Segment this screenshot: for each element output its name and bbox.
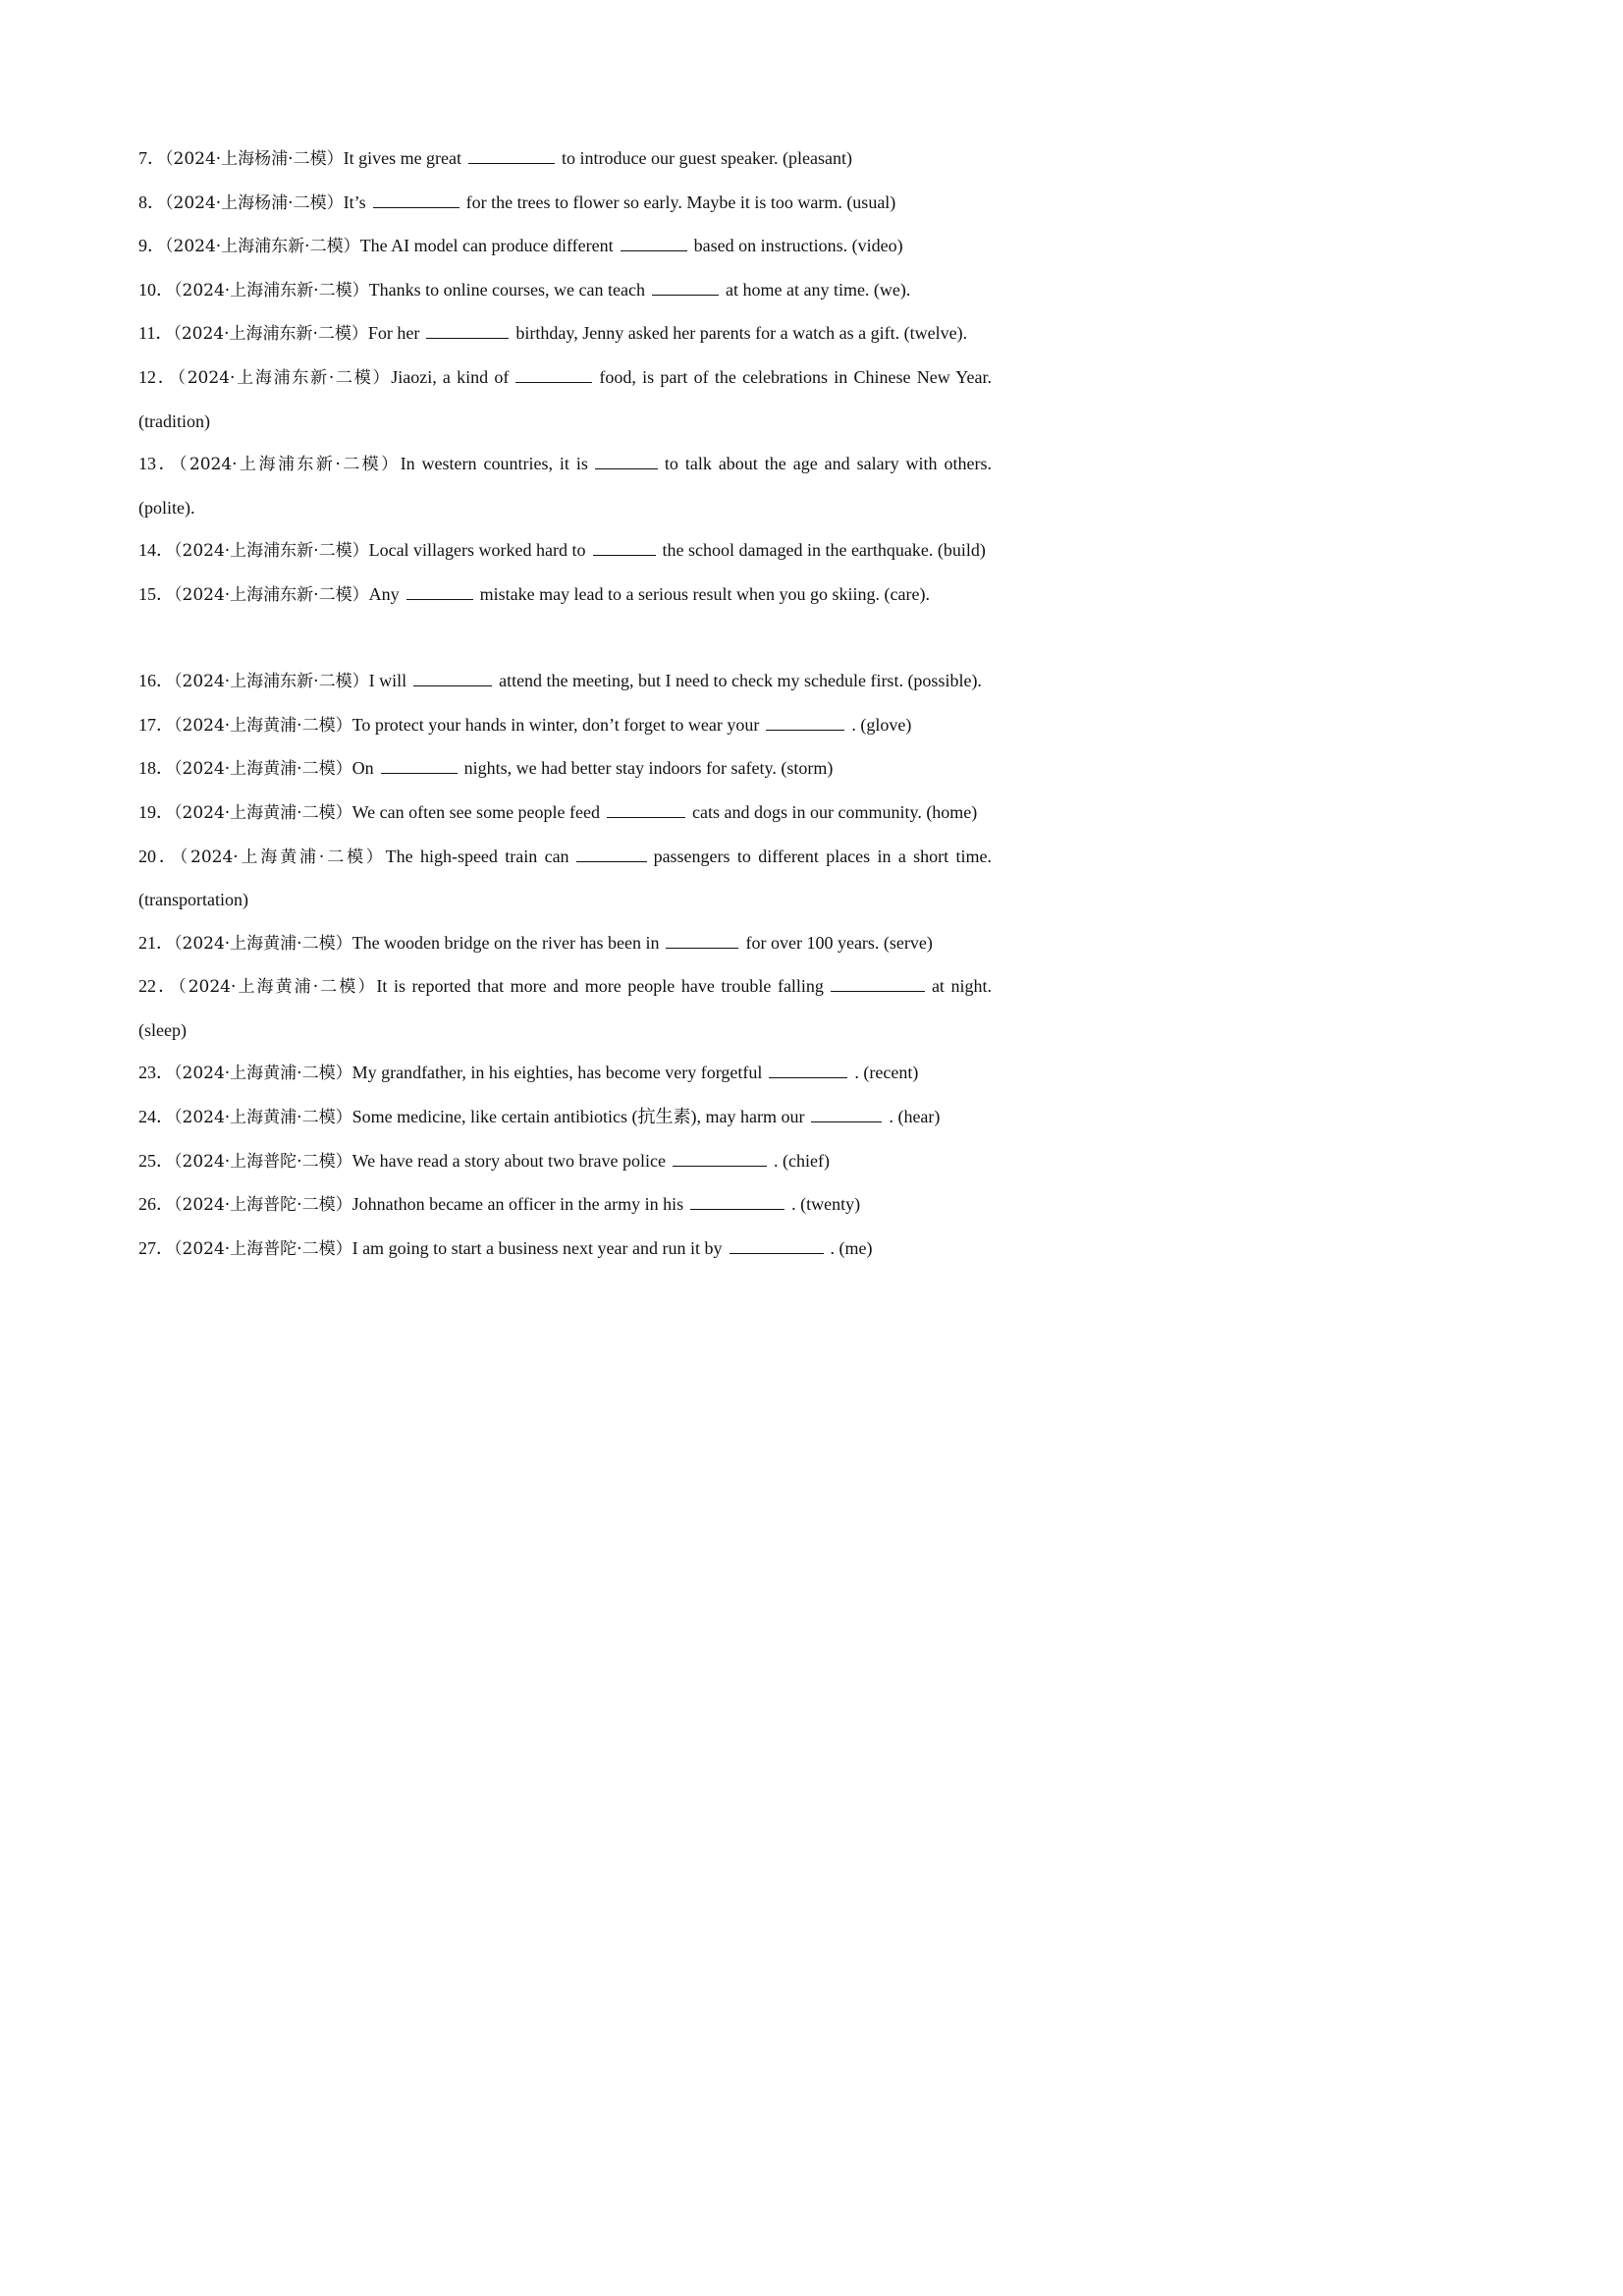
- answer-blank: [730, 1252, 824, 1254]
- question-number: 9．: [138, 236, 165, 256]
- answer-blank: [413, 684, 492, 686]
- question-item: [138, 704, 992, 748]
- answer-blank: [595, 467, 658, 469]
- question-text-before: The AI model can produce different: [359, 236, 614, 256]
- question-text-after: to talk about the age and salary with others. (polite).: [138, 454, 993, 518]
- answer-blank: [652, 294, 719, 296]
- question-text-before: It’s: [343, 191, 366, 212]
- question-number: 21．: [138, 932, 174, 953]
- question-text-after: birthday, Jenny asked her parents for a watch as a gift. (twelve).: [515, 323, 968, 344]
- question-text-after: at night.(sleep): [138, 976, 992, 1040]
- question-text-after: for over 100 years. (serve): [745, 932, 933, 953]
- answer-blank: [406, 598, 473, 600]
- question-item: [138, 965, 992, 1052]
- question-text-before: Any: [368, 583, 400, 604]
- answer-blank: [426, 337, 509, 339]
- question-number: 18．: [138, 758, 174, 779]
- question-source: （2024·上海杨浦·二模）: [165, 192, 344, 213]
- question-source: （2024·上海普陀·二模）: [174, 1238, 352, 1259]
- question-text-after: passengers to different places in a short time. (transportation): [138, 846, 992, 910]
- question-number: 11．: [138, 323, 174, 344]
- question-text-before: Some medicine, like certain antibiotics (抗生素), may harm our: [352, 1107, 805, 1127]
- answer-blank: [468, 162, 555, 164]
- question-item: [138, 312, 992, 356]
- answer-blank: [621, 249, 687, 251]
- question-source: （2024·上海浦东新·二模）: [173, 324, 368, 345]
- question-item: [138, 747, 992, 792]
- answer-blank: [381, 772, 458, 774]
- question-source: （2024·上海普陀·二模）: [174, 1195, 352, 1216]
- question-text-after: mistake may lead to a serious result when you go skiing. (care).: [479, 583, 930, 604]
- question-text-before: In western countries, it is: [400, 454, 588, 474]
- question-number: 22．: [138, 976, 179, 997]
- question-text-after: to introduce our guest speaker. (pleasant): [562, 148, 852, 168]
- question-text-before: Jiaozi, a kind of: [391, 366, 510, 387]
- question-text-after: attend the meeting, but I need to check my schedule first. (possible).: [499, 671, 982, 691]
- question-item: [138, 443, 992, 529]
- question-item: [138, 1140, 992, 1184]
- question-item: [138, 836, 992, 922]
- question-source: （2024·上海黄浦·二模）: [174, 715, 352, 736]
- question-text-before: For her: [367, 323, 420, 344]
- question-number: 12．: [138, 366, 178, 387]
- question-text-before: I am going to start a business next year and run it by: [352, 1237, 723, 1258]
- question-text-before: We have read a story about two brave police: [352, 1150, 666, 1171]
- question-text-after: . (twenty): [791, 1194, 861, 1215]
- question-text-before: The high-speed train can: [385, 846, 569, 866]
- question-text-before: It is reported that more and more people have trouble falling: [376, 976, 824, 997]
- question-source: （2024·上海黄浦·二模）: [174, 1064, 352, 1084]
- document-page: [0, 0, 1100, 1556]
- question-list: [138, 137, 992, 1271]
- question-text-before: I will: [368, 671, 407, 691]
- question-item: [138, 1183, 992, 1228]
- question-text-before: It gives me great: [343, 148, 462, 168]
- answer-blank: [811, 1121, 882, 1122]
- question-text-after: . (hear): [889, 1107, 941, 1127]
- question-number: 27．: [138, 1237, 174, 1258]
- question-item: [138, 529, 992, 574]
- question-item: [138, 269, 992, 313]
- question-number: 8．: [138, 191, 165, 212]
- question-item: [138, 1096, 992, 1140]
- question-text-after: cats and dogs in our community. (home): [692, 801, 978, 822]
- question-source: （2024·上海浦东新·二模）: [178, 455, 401, 475]
- question-source: （2024·上海浦东新·二模）: [165, 237, 360, 257]
- question-number: 15．: [138, 583, 174, 604]
- question-text-after: the school damaged in the earthquake. (build): [662, 540, 986, 561]
- question-source: （2024·上海黄浦·二模）: [174, 759, 352, 780]
- question-text-before: Thanks to online courses, we can teach: [368, 279, 645, 300]
- question-item: [138, 1228, 992, 1272]
- question-number: 20．: [138, 846, 180, 866]
- question-item: [138, 225, 992, 269]
- question-number: 23．: [138, 1063, 174, 1083]
- question-number: 13．: [138, 454, 179, 474]
- question-number: 14．: [138, 540, 174, 561]
- question-number: 16．: [138, 671, 174, 691]
- question-source: （2024·上海黄浦·二模）: [178, 977, 377, 998]
- question-item: [138, 574, 992, 618]
- question-text-before: On: [352, 758, 374, 779]
- question-text-after: . (chief): [774, 1150, 830, 1171]
- question-source: （2024·上海浦东新·二模）: [174, 584, 369, 605]
- question-source: （2024·上海黄浦·二模）: [174, 802, 352, 823]
- question-item: [138, 137, 992, 182]
- answer-blank: [515, 381, 592, 383]
- answer-blank: [769, 1076, 847, 1078]
- question-number: 10．: [138, 279, 174, 300]
- answer-blank: [607, 816, 685, 818]
- question-item: [138, 660, 992, 704]
- question-text-after: for the trees to flower so early. Maybe it is too warm. (usual): [465, 191, 896, 212]
- question-text-before: The wooden bridge on the river has been in: [352, 932, 660, 953]
- question-text-after: . (glove): [851, 714, 912, 735]
- question-source: （2024·上海杨浦·二模）: [165, 149, 344, 169]
- question-number: 25．: [138, 1150, 174, 1171]
- answer-blank: [831, 990, 925, 992]
- question-text-before: To protect your hands in winter, don’t forget to wear your: [352, 714, 760, 735]
- question-item: [138, 356, 992, 443]
- question-text-after: food, is part of the celebrations in Chinese New Year. (tradition): [138, 366, 992, 431]
- question-item: [138, 1052, 992, 1096]
- answer-blank: [673, 1165, 767, 1167]
- answer-blank: [593, 554, 656, 556]
- question-source: （2024·上海黄浦·二模）: [179, 847, 386, 867]
- question-text-before: Johnathon became an officer in the army in his: [352, 1194, 684, 1215]
- question-source: （2024·上海黄浦·二模）: [174, 933, 352, 954]
- answer-blank: [690, 1208, 784, 1210]
- question-text-after: based on instructions. (video): [693, 236, 903, 256]
- question-number: 17．: [138, 714, 174, 735]
- question-text-after: . (me): [830, 1237, 873, 1258]
- question-source: （2024·上海浦东新·二模）: [177, 367, 392, 388]
- answer-blank: [373, 206, 460, 208]
- answer-blank: [766, 729, 844, 731]
- answer-blank: [666, 947, 738, 949]
- question-text-before: My grandfather, in his eighties, has become very forgetful: [352, 1063, 763, 1083]
- question-number: 24．: [138, 1107, 174, 1127]
- question-source: （2024·上海黄浦·二模）: [174, 1108, 352, 1128]
- question-text-before: Local villagers worked hard to: [368, 540, 586, 561]
- answer-blank: [576, 860, 647, 862]
- question-number: 7．: [138, 148, 165, 168]
- question-source: （2024·上海浦东新·二模）: [174, 280, 369, 301]
- question-text-after: . (recent): [854, 1063, 919, 1083]
- question-text-after: nights, we had better stay indoors for safety. (storm): [463, 758, 834, 779]
- question-item: [138, 182, 992, 226]
- question-item: [138, 922, 992, 966]
- question-source: （2024·上海普陀·二模）: [174, 1151, 352, 1172]
- question-source: （2024·上海浦东新·二模）: [174, 672, 369, 692]
- question-text-before: We can often see some people feed: [352, 801, 601, 822]
- question-text-after: at home at any time. (we).: [725, 279, 911, 300]
- question-number: 26．: [138, 1194, 174, 1215]
- question-item: [138, 792, 992, 836]
- question-number: 19．: [138, 801, 174, 822]
- question-source: （2024·上海浦东新·二模）: [174, 541, 369, 562]
